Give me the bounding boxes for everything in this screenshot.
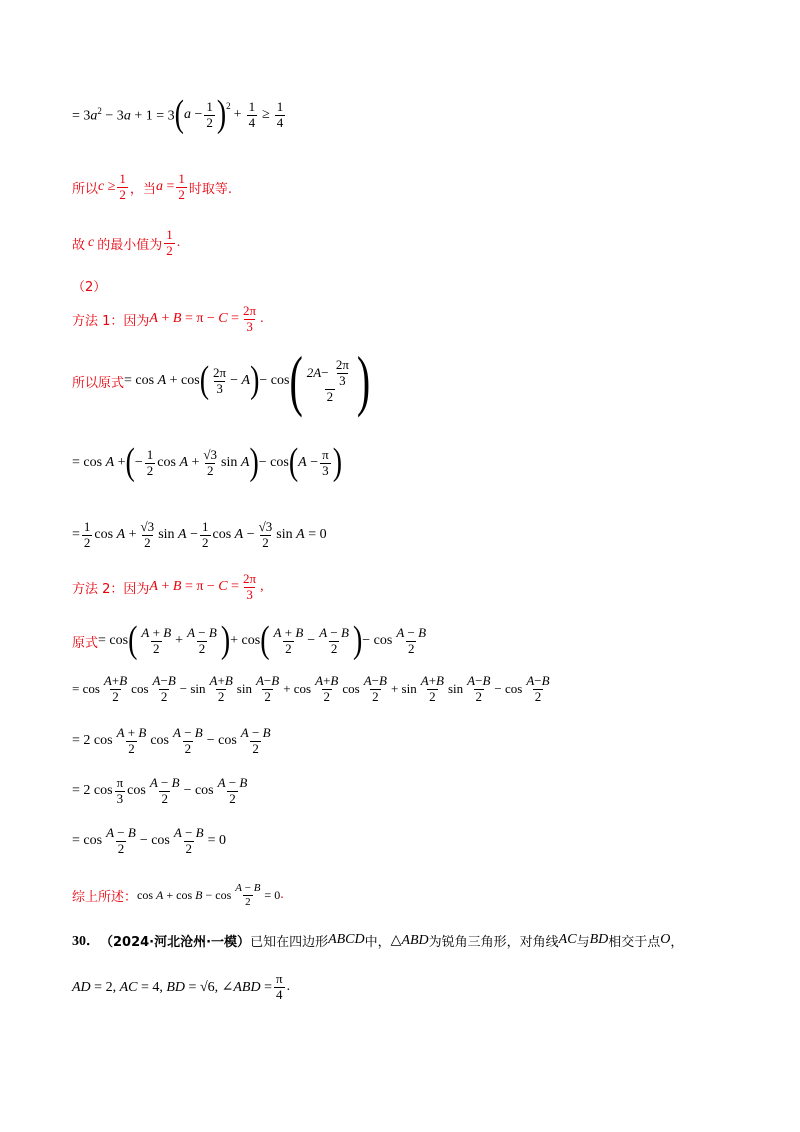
equation-line-6: 所以原式 = cos A + cos ( $\frac{2\pi}{3}$ − A ) − cos ( 2A − $\frac{2\pi}{3}$ 2 ) [72,342,371,419]
equation-line-7: = cos A + ( − $\frac{1}{2}$ cos A + $\frac{√3}{2}$ sin A ) − cos ( A − $\frac{\pi}{3}$ ) [72,441,343,484]
summary-line: 综上所述： cos A + cos B − cos $\frac{A - B}{2}$ = 0 . [72,882,284,908]
conclusion-line-1: 所以 c ≥ $\frac{1}{2}$ ，当 a = $\frac{1}{2}$ 时取等. [72,171,232,202]
conclusion-line-2: 故 c 的最小值为 $\frac{1}{2}$ . [72,227,181,258]
equation-line-12: = 2 cos $\frac{A + B}{2}$ cos $\frac{A - B}{2}$ − cos $\frac{A - B}{2}$ [72,725,271,756]
method-2-line: 方法 2：因为 A + B = π − C = $\frac{2\pi}{3}$ , [72,571,264,602]
method-1-line: 方法 1：因为 A + B = π − C = $\frac{2\pi}{3}$ . [72,303,264,334]
question-30-line-1: 30． （2024·河北沧州·一模） 已知在四边形 ABCD 中， △ABD 为锐角三角形，对角线 AC 与 BD 相交于点 O ， [72,932,684,950]
equation-line-11: = cos $\frac{A+B}{2}$ cos $\frac{A-B}{2}$ − sin $\frac{A+B}{2}$ sin $\frac{A-B}{2}$ + cos $\frac{A+B}{2}$ cos $\frac{A-B}{2}$ + sin $\frac{A+B}{2}$ sin $\frac{A-B}{2}$ − cos $\frac{A-B}{2}$ [72,673,550,704]
equation-line-10: 原式 = cos ( $\frac{A + B}{2}$ + $\frac{A - B}{2}$ ) + cos ( $\frac{A + B}{2}$ − $\frac{A - B}{2}$ ) − cos $\frac{A - B}{2}$ [72,619,427,662]
equation-line-8: = $\frac{1}{2}$ cos A + $\frac{√3}{2}$ sin A − $\frac{1}{2}$ cos A − $\frac{√3}{2}$ sin A = 0 [72,519,327,550]
equation-line-14: = cos $\frac{A - B}{2}$ − cos $\frac{A - B}{2}$ = 0 [72,825,227,856]
question-30-line-2: AD = 2, AC = 4, BD = √6, ∠ABD = $\frac{\pi}{4}$ . [72,971,291,1002]
equation-line-1: = $3a^2 - 3a + 1 = 3$ ( a − $\frac{1}{2}$ ) $^2$ + $\frac{1}{4}$ ≥ $\frac{1}{4}$ [72,93,284,136]
equation-line-13: = 2 cos $\frac{\pi}{3}$ cos $\frac{A - B}{2}$ − cos $\frac{A - B}{2}$ [72,775,248,806]
part-label: （2） [72,280,107,295]
